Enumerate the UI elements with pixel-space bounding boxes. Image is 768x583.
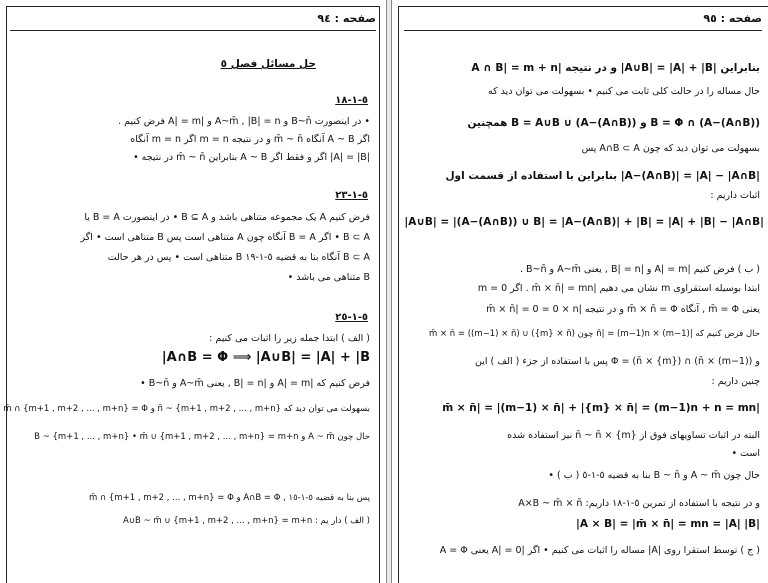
text-line: حال چون A ~ m̄ و B ~ {m+1 , ... , m+n} • m̄ ∪ {m+1 , m+2 , ... , m+n} = m+n bbox=[34, 432, 370, 442]
math-line: |A × B| = |m̄ × n̄| = mn = |A| |B| bbox=[576, 518, 760, 530]
text-line: است • bbox=[731, 448, 760, 459]
text-line: حال مساله را در حالت کلی ثابت می کنیم • بسهولت می توان دید که bbox=[488, 86, 760, 97]
math-line: |A∪B| = |(A−(A∩B)) ∪ B| = |A−(A∩B)| + |B| = |A| + |B| − |A∩B| bbox=[404, 216, 764, 228]
text-line: |A−(A∩B)| = |A| − |A∩B| بنابراین با استفاده از قسمت اول bbox=[445, 170, 760, 182]
right-page-header bbox=[404, 10, 762, 31]
text-line: ابتدا بوسیله استقراوی m نشان می دهیم |m̄ × n̄| = mn . اگر m = 0 bbox=[477, 283, 760, 294]
text-line: بسهولت می توان دید که چون A∩B ⊂ A پس bbox=[581, 143, 760, 154]
text-line: • در اینصورت B~n̄ و A~m̄ , |B| = n و |A| = m فرض کنیم . bbox=[118, 116, 370, 127]
text-line: حال چون A ~ m̄ و B ~ n̄ بنا به قضیه ٥-١-٥ ( ب ) • bbox=[548, 470, 760, 481]
math-line: |m̄ × n̄| = |(m−1) × n̄| + |{m} × n̄| = (m−1)n + n = mn bbox=[442, 402, 760, 414]
text-line: B ⊂ A آنگاه بنا به قضیه ٥-١-١٩ B متناهی است • پس در هر حالت bbox=[107, 252, 370, 263]
text-line: فرض کنیم A یک مجموعه متناهی باشد و B ⊆ A • در اینصورت B = A یا bbox=[84, 212, 370, 223]
right-page-number: صفحه : ٩٥ bbox=[703, 12, 762, 25]
section-id: ٥-١-١٨ bbox=[335, 95, 368, 106]
text-line: و ((m−1) × n̄) ∩ ({m} × n̄) = Φ پس با استفاده از جزء ( الف ) این bbox=[475, 356, 760, 367]
text-line: ( ب ) فرض کنیم |A| = m و |B| = n , یعنی A~m̄ و B~n̄ . bbox=[519, 264, 760, 275]
text-line: ( ج ) توسط استقرا روی |A| مساله را اثبات می کنیم • اگر |A| = 0 یعنی A = Φ bbox=[439, 545, 760, 556]
text-line: ( الف ) دار یم : A∪B ~ m̄ ∪ {m+1 , m+2 , ... , m+n} = m+n bbox=[123, 516, 370, 526]
math-line: A∩B = Φ ⟹ |A∪B| = |A| + |B| bbox=[161, 350, 370, 365]
text-line: پس بنا به قضیه ٥-١-١٥ , A∩B = Φ و m̄ ∩ {m+1 , m+2 , ... , m+n} = Φ bbox=[89, 493, 370, 503]
text-line: حال فرض کنیم که |(m−1) × n̄| = (m−1)n چون m̄ × n̄ = ((m−1) × n̄) ∪ ({m} × n̄) bbox=[428, 329, 760, 339]
text-line: البته در اثبات تساویهای فوق از {m} × n̄ ~ n̄ نیز استفاده شده bbox=[507, 430, 760, 441]
left-page-number: صفحه : ٩٤ bbox=[317, 12, 376, 25]
text-line: B متناهی می باشد • bbox=[287, 272, 370, 283]
text-line: اثبات داریم : bbox=[710, 190, 760, 201]
text-line: چنین داریم : bbox=[711, 376, 760, 387]
text-line: یعنی m̄ = Φ , آنگاه m̄ × n̄ = Φ و در نتیجه |m̄ × n̄| = 0 = 0 × n bbox=[486, 304, 760, 315]
text-line: فرض کنیم که |A| = m و |B| = n , یعنی A~m̄ و B~n̄ • bbox=[140, 378, 370, 389]
text-line: بنابراین |A∪B| = |A| + |B| و در نتیجه |A ∩ B| = m + n bbox=[471, 62, 760, 74]
left-page-header bbox=[10, 10, 376, 31]
text-line: بسهولت می توان دید که n̄ ~ {m+1 , m+2 , ... , m+n} و m̄ ∩ {m+1 , m+2 , ... , m+n} = Φ bbox=[3, 404, 370, 414]
right-page bbox=[392, 0, 768, 583]
section-id: ٥-١-٢٣ bbox=[335, 190, 368, 201]
text-line: B ⊂ A • اگر B = A آنگاه چون A متناهی است پس B متناهی است • اگر bbox=[80, 232, 370, 243]
text-line: |A| = |B| اگر و فقط اگر A ~ B بنابراین m̄ ~ n̄ در نتیجه • bbox=[133, 152, 370, 163]
text-line: (A−(A∩B)) ∩ B = Φ و (A−(A∩B)) ∪ B = A∪B همچنین bbox=[467, 117, 760, 129]
chapter-title: حل مسائل فصل ٥ bbox=[220, 58, 316, 70]
text-line: ( الف ) ابتدا جمله زیر را اثبات می کنیم : bbox=[209, 333, 370, 344]
text-line: اگر A ~ B آنگاه m̄ ~ n̄ و در نتیجه m = n اگر m = n آنگاه bbox=[130, 134, 370, 145]
section-id: ٥-١-٢٥ bbox=[335, 312, 368, 323]
text-line: و در نتیجه با استفاده از تمرین ٥-١-١٨ داریم: A×B ~ m̄ × n̄ bbox=[518, 498, 760, 509]
